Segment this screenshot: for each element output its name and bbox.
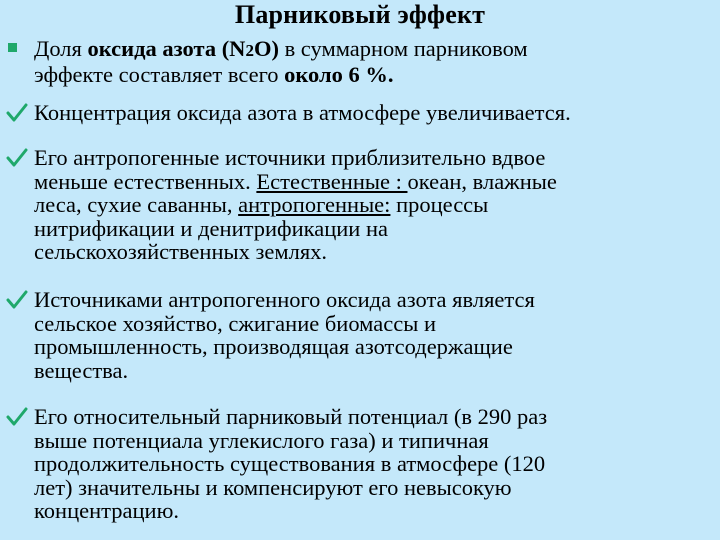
bullet-item-potential [0, 405, 712, 523]
bullet-text [34, 288, 712, 382]
text-line: Его относительный парниковый потенциал (в 290 раз [34, 404, 548, 429]
text-line: сельскохозяйственных землях. [34, 239, 328, 265]
bullet-item-n2o-share [0, 37, 712, 86]
bullet-item-sources [0, 146, 712, 264]
text-line: Источниками антропогенного оксида азота является [34, 287, 535, 312]
check-icon [6, 147, 28, 171]
text-fragment: леса, сухие саванны, [34, 192, 239, 218]
text-line: Его антропогенные источники приблизительно вдвое [34, 145, 546, 170]
square-bullet-icon [6, 40, 28, 64]
text-fragment-bold: O) [253, 36, 279, 61]
text-fragment-bold: оксида азота (N [87, 36, 246, 61]
bullet-text [34, 101, 712, 125]
bullet-text [34, 37, 712, 86]
check-icon [6, 102, 28, 126]
text-line: сельское хозяйство, сжигание биомассы и [34, 310, 436, 336]
text-line: промышленность, производящая азотсодержащие [34, 334, 513, 360]
text-fragment: Доля [34, 36, 88, 61]
text-fragment-underlined: антропогенные: [238, 192, 391, 218]
text-line: вещества. [34, 357, 129, 383]
slide-title: Парниковый эффект [234, 0, 486, 29]
bullet-item-anthropogenic [0, 288, 712, 382]
bullet-item-concentration [0, 101, 712, 125]
text-line: лет) значительны и компенсируют его невысокую [34, 474, 512, 500]
check-icon [6, 289, 28, 313]
formula-digit: 2 [245, 41, 254, 60]
text-line: нитрификации и денитрификации на [34, 215, 388, 241]
check-icon [6, 406, 28, 430]
bullet-text [34, 405, 712, 523]
text-fragment: океан, влажные [407, 168, 557, 194]
text-fragment: процессы [390, 192, 489, 218]
text-fragment: эффекте составляет всего [34, 61, 285, 87]
text-fragment-underlined: Естественные : [256, 168, 408, 194]
text-line: Концентрация оксида азота в атмосфере увеличивается. [34, 100, 571, 125]
text-line: продолжительность существования в атмосфере (120 [34, 451, 546, 477]
text-fragment: в суммарном парниковом [278, 36, 528, 61]
bullet-text [34, 146, 712, 264]
text-fragment-bold: около 6 %. [284, 61, 394, 87]
text-fragment: меньше естественных. [34, 168, 257, 194]
text-line: выше потенциала углекислого газа) и типичная [34, 427, 489, 453]
text-line: концентрацию. [34, 498, 180, 524]
